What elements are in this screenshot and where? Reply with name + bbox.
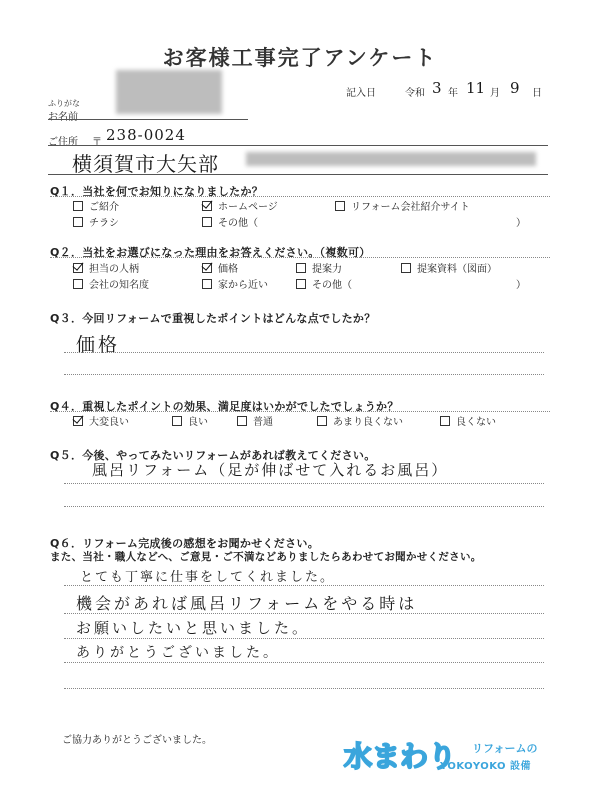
checkbox[interactable] <box>202 279 212 289</box>
option-label: 会社の知名度 <box>89 280 149 291</box>
q1-close-paren: ） <box>516 218 526 229</box>
furigana-label: ふりがな <box>48 99 80 108</box>
q6-question-sub: また、当社・職人などへ、ご意見・ご不満などありましたらあわせてお聞かせください。 <box>50 551 482 563</box>
q4-rule <box>50 411 550 412</box>
date-era: 令和 <box>405 88 425 99</box>
option-label: あまり良くない <box>333 417 403 428</box>
q1-option-flyer[interactable] <box>73 214 119 229</box>
option-label: 担当の人柄 <box>89 264 139 275</box>
q5-question: Q５．今後、やってみたいリフォームがあれば教えてください。 <box>50 449 376 462</box>
date-month-unit: 月 <box>490 88 500 99</box>
q6-answer-line-1[interactable]: とても丁寧に仕事をしてくれました。 <box>80 570 336 585</box>
checkbox[interactable] <box>73 416 83 426</box>
q6-rule-5 <box>64 688 544 689</box>
q3-answer[interactable]: 価格 <box>76 334 121 356</box>
option-label: ご紹介 <box>89 202 119 213</box>
option-label: 価格 <box>218 264 238 275</box>
date-day-unit: 日 <box>532 88 542 99</box>
page-title: お客様工事完了アンケート <box>162 46 438 70</box>
q2-close-paren: ） <box>516 280 526 291</box>
option-label: 良い <box>188 417 208 428</box>
date-month-value: 11 <box>466 79 486 97</box>
option-label: 普通 <box>253 417 273 428</box>
q5-answer-line-2 <box>64 506 544 507</box>
q4-option-not-so-good[interactable] <box>317 413 403 428</box>
q5-answer[interactable]: 風呂リフォーム（足が伸ばせて入れるお風呂） <box>92 461 449 479</box>
option-label: チラシ <box>89 218 119 229</box>
checkbox[interactable] <box>237 416 247 426</box>
option-label: 家から近い <box>218 280 268 291</box>
q3-answer-line-1 <box>64 352 544 353</box>
option-label: その他（ <box>218 218 258 229</box>
q2-option-price[interactable] <box>202 260 238 275</box>
address-underline-2 <box>48 174 548 175</box>
option-label: 大変良い <box>89 417 129 428</box>
q1-question: Q１．当社を何でお知りになりましたか？ <box>50 185 264 198</box>
q5-answer-line-1 <box>64 483 544 484</box>
logo-sub: リフォームの <box>472 742 538 755</box>
option-label: リフォーム会社紹介サイト <box>351 202 470 213</box>
footer-thanks: ご協力ありがとうございました。 <box>62 735 212 746</box>
checkbox[interactable] <box>296 279 306 289</box>
q6-rule-4 <box>64 662 544 663</box>
q6-answer-line-3[interactable]: お願いしたいと思いました。 <box>76 619 311 637</box>
date-year-value: 3 <box>432 79 442 97</box>
q6-answer-line-4[interactable]: ありがとうございました。 <box>76 645 280 661</box>
q2-option-proposal-docs[interactable] <box>401 260 497 275</box>
checkbox[interactable] <box>202 201 212 211</box>
checkbox[interactable] <box>202 263 212 273</box>
q3-answer-line-2 <box>64 374 544 375</box>
option-label: 提案力 <box>312 264 342 275</box>
address-underline-1 <box>48 145 548 146</box>
q4-option-bad[interactable] <box>440 413 496 428</box>
q2-option-reputation[interactable] <box>73 276 149 291</box>
q2-option-other[interactable] <box>296 276 352 291</box>
q6-rule-2 <box>64 613 544 614</box>
option-label: 提案資料（図面） <box>417 264 497 275</box>
option-label: その他（ <box>312 280 352 291</box>
checkbox[interactable] <box>317 416 327 426</box>
postal-code-value: 238-0024 <box>106 126 186 144</box>
checkbox[interactable] <box>172 416 182 426</box>
logo-brand: YOKOYOKO 設備 <box>440 761 531 772</box>
q4-option-average[interactable] <box>237 413 273 428</box>
q1-option-homepage[interactable] <box>202 198 278 213</box>
q4-question: Q４．重視したポイントの効果、満足度はいかがでしたでしょうか？ <box>50 400 399 413</box>
checkbox[interactable] <box>296 263 306 273</box>
address-value: 横須賀市大矢部 <box>72 152 219 176</box>
option-label: 良くない <box>456 417 496 428</box>
q2-question: Q２．当社をお選びになった理由をお答えください。（複数可） <box>50 246 371 259</box>
q2-option-proposal[interactable] <box>296 260 342 275</box>
checkbox[interactable] <box>202 217 212 227</box>
q6-rule-1 <box>64 585 544 586</box>
date-label: 記入日 <box>346 88 376 99</box>
q2-rule <box>50 257 550 258</box>
q6-question: Q６．リフォーム完成後の感想をお聞かせください。 <box>50 537 319 550</box>
address-label: ご住所 <box>48 137 78 148</box>
logo-main: 水まわり <box>344 740 457 773</box>
name-label: お名前 <box>48 112 78 123</box>
checkbox[interactable] <box>335 201 345 211</box>
name-underline <box>48 119 248 120</box>
postal-mark: 〒 <box>92 137 102 148</box>
checkbox[interactable] <box>73 263 83 273</box>
q2-option-nearby[interactable] <box>202 276 268 291</box>
q1-rule <box>50 196 550 197</box>
q3-question: Q３．今回リフォームで重視したポイントはどんな点でしたか？ <box>50 312 376 325</box>
q1-option-referral[interactable] <box>73 198 119 213</box>
date-year-unit: 年 <box>448 88 458 99</box>
q6-answer-line-2[interactable]: 機会があれば風呂リフォームをやる時は <box>76 594 418 613</box>
checkbox[interactable] <box>73 217 83 227</box>
checkbox[interactable] <box>73 201 83 211</box>
q2-option-personality[interactable] <box>73 260 139 275</box>
redacted-name <box>116 70 222 114</box>
checkbox[interactable] <box>73 279 83 289</box>
checkbox[interactable] <box>440 416 450 426</box>
checkbox[interactable] <box>401 263 411 273</box>
q1-option-referral-site[interactable] <box>335 198 470 213</box>
redacted-address <box>246 152 536 166</box>
q1-option-other[interactable] <box>202 214 258 229</box>
q6-rule-3 <box>64 638 544 639</box>
q4-option-very-good[interactable] <box>73 413 129 428</box>
q4-option-good[interactable] <box>172 413 208 428</box>
option-label: ホームページ <box>218 202 278 213</box>
date-day-value: 9 <box>510 79 520 97</box>
